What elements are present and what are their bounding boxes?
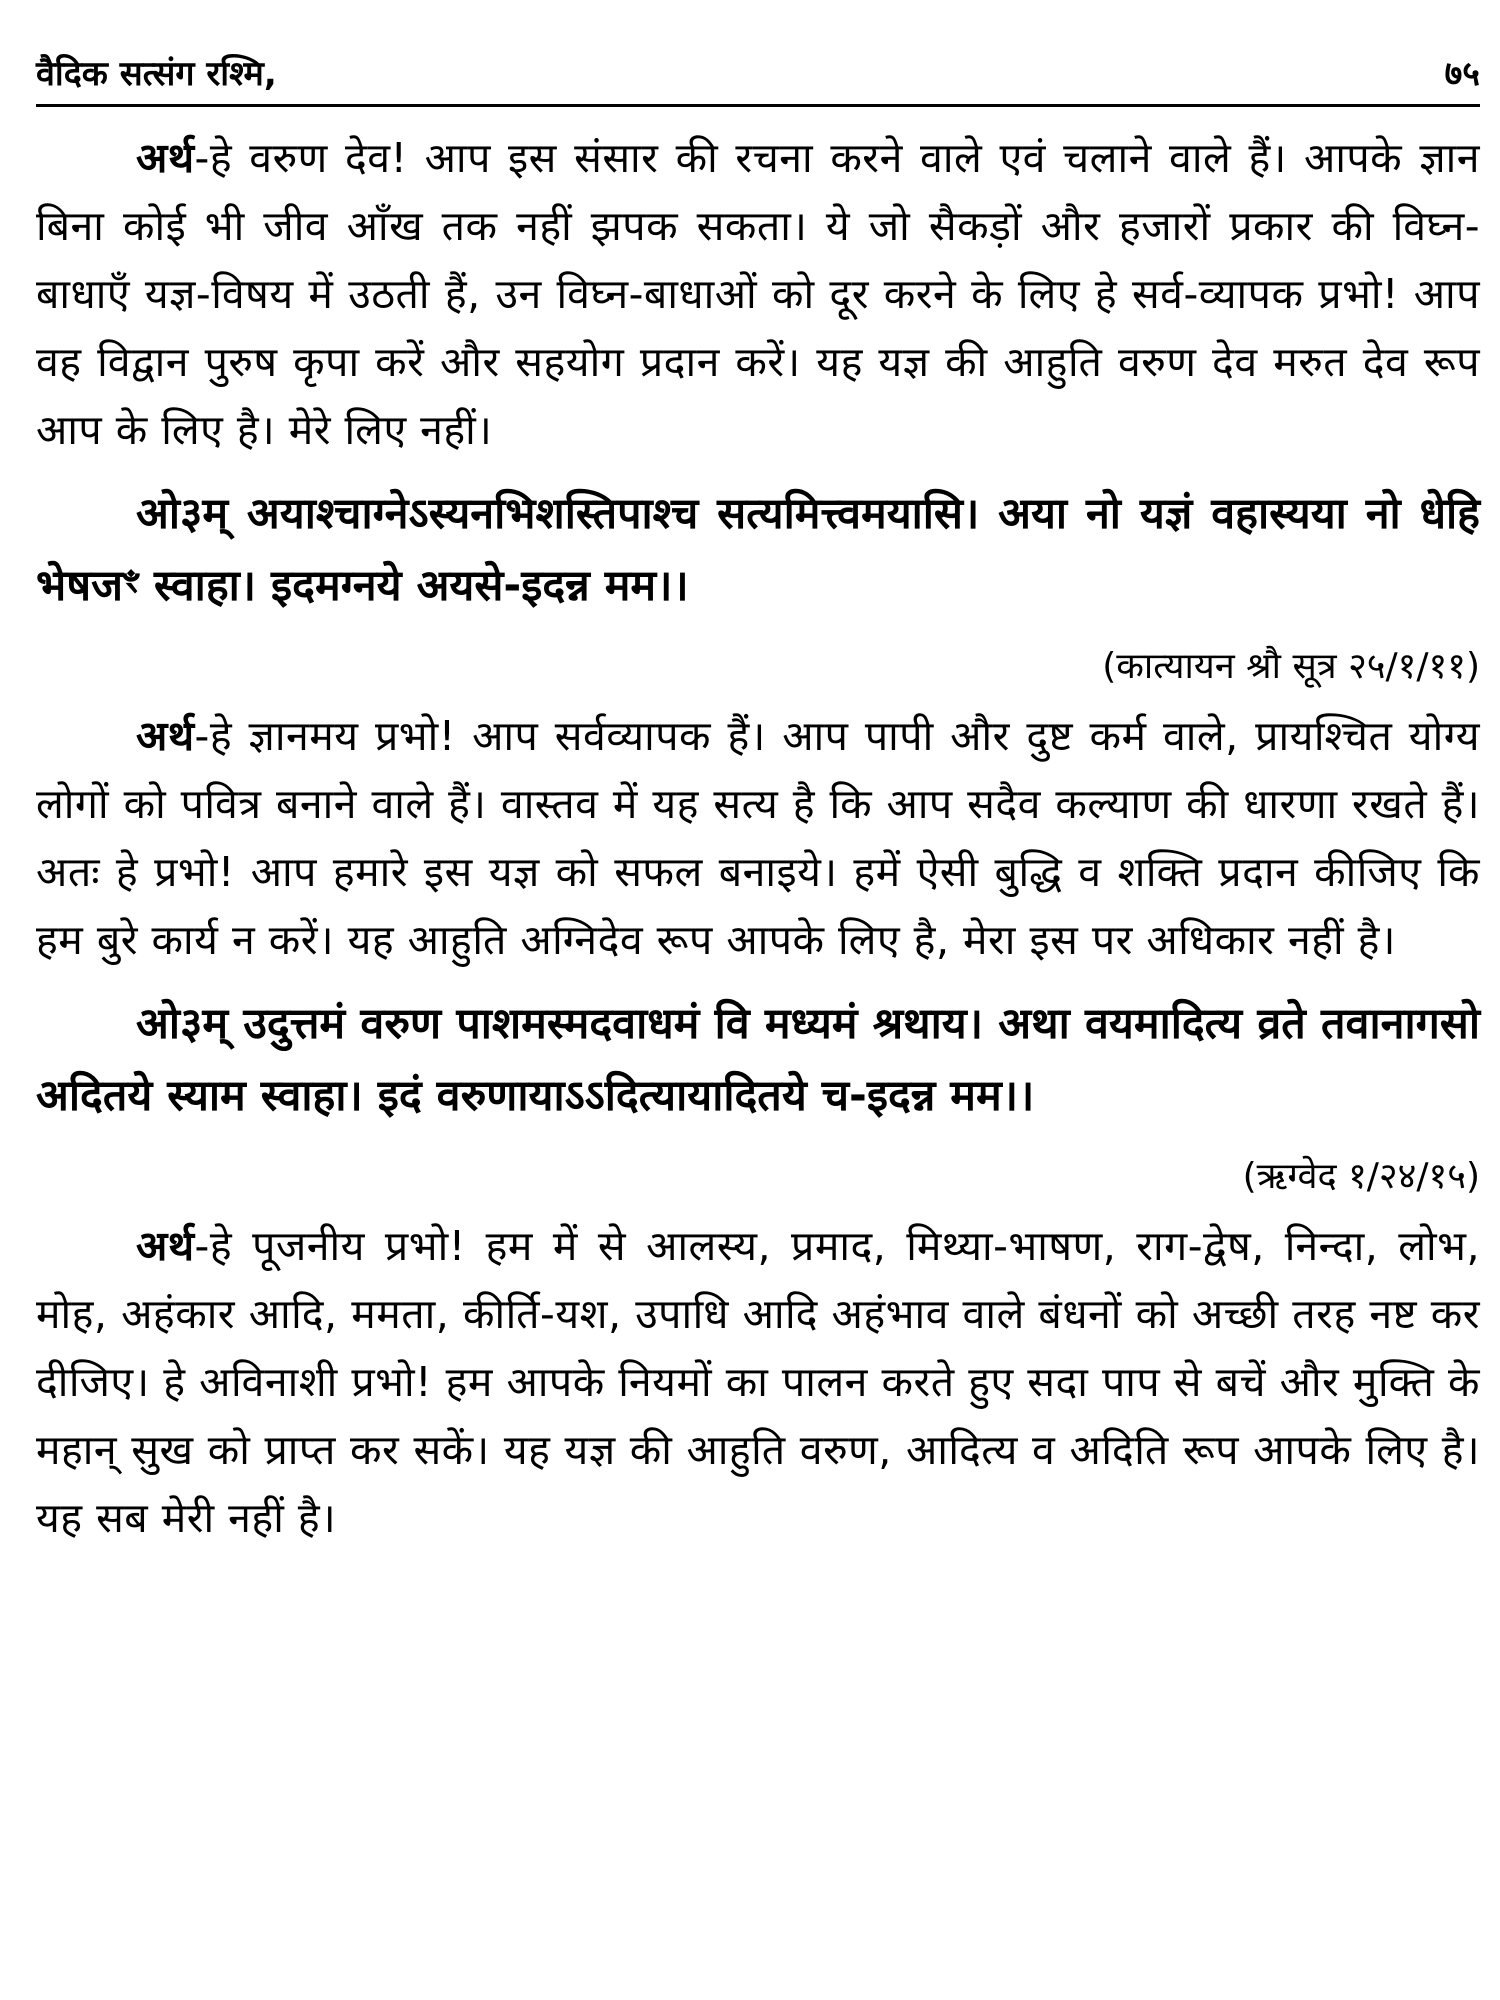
meaning-lead-2: अर्थ bbox=[136, 712, 195, 760]
meaning-text-1: -हे वरुण देव! आप इस संसार की रचना करने वाले एवं चलाने वाले हैं। आपके ज्ञान बिना कोई भी जीव आँख तक नहीं झपक सकता। ये जो सैकड़ों और हजारों प्रकार की विघ्न-बाधाएँ यज्ञ-विषय में उठती हैं, उन विघ्न-बाधाओं को दूर करने के लिए हे सर्व-व्यापक प्रभो! आप वह विद्वान पुरुष कृपा करें और सहयोग प्रदान करें। यह यज्ञ की आहुति वरुण देव मरुत देव रूप आप के लिए है। मेरे लिए नहीं। bbox=[36, 134, 1480, 454]
meaning-paragraph-3 bbox=[36, 1212, 1480, 1552]
mantra-1: ओ३म् अयाश्चाग्नेऽस्यनभिशस्तिपाश्च सत्यमित्त्वमयासि। अया नो यज्ञं वहास्यया नो धेहि भेषजꣳ स्वाहा। इदमग्नये अयसे-इदन्न मम।। bbox=[36, 489, 1480, 611]
page-number: ७५ bbox=[1444, 54, 1480, 94]
meaning-paragraph-1 bbox=[36, 124, 1480, 464]
page-body bbox=[36, 124, 1480, 1552]
meaning-paragraph-2 bbox=[36, 702, 1480, 974]
meaning-text-2: -हे ज्ञानमय प्रभो! आप सर्वव्यापक हैं। आप पापी और दुष्ट कर्म वाले, प्रायश्चित योग्य लोगों को पवित्र बनाने वाले हैं। वास्तव में यह सत्य है कि आप सदैव कल्याण की धारणा रखते हैं। अतः हे प्रभो! आप हमारे इस यज्ञ को सफल बनाइये। हमें ऐसी बुद्धि व शक्ति प्रदान कीजिए कि हम बुरे कार्य न करें। यह आहुति अग्निदेव रूप आपके लिए है, मेरा इस पर अधिकार नहीं है। bbox=[36, 712, 1480, 964]
meaning-lead-1: अर्थ bbox=[136, 134, 195, 182]
reference-1: (कात्यायन श्रौ सूत्र २५/१/११) bbox=[1102, 646, 1480, 687]
mantra-2: ओ३म् उदुत्तमं वरुण पाशमस्मदवाधमं वि मध्यमं श्रथाय। अथा वयमादित्य व्रते तवानागसो अदितये स्याम स्वाहा। इदं वरुणायाऽऽदित्यायादितये च-इदन्न मम।। bbox=[36, 999, 1480, 1121]
reference-2: (ऋग्वेद १/२४/१५) bbox=[1242, 1156, 1480, 1197]
page-header bbox=[36, 46, 1480, 102]
running-title: वैदिक सत्संग रश्मि, bbox=[36, 54, 277, 94]
meaning-text-3: -हे पूजनीय प्रभो! हम में से आलस्य, प्रमाद, मिथ्या-भाषण, राग-द्वेष, निन्दा, लोभ, मोह, अहंकार आदि, ममता, कीर्ति-यश, उपाधि आदि अहंभाव वाले बंधनों को अच्छी तरह नष्ट कर दीजिए। हे अविनाशी प्रभो! हम आपके नियमों का पालन करते हुए सदा पाप से बचें और मुक्ति के महान् सुख को प्राप्त कर सकें। यह यज्ञ की आहुति वरुण, आदित्य व अदिति रूप आपके लिए है। यह सब मेरी नहीं है। bbox=[36, 1222, 1480, 1542]
meaning-lead-3: अर्थ bbox=[136, 1222, 195, 1270]
header-rule bbox=[36, 104, 1480, 107]
